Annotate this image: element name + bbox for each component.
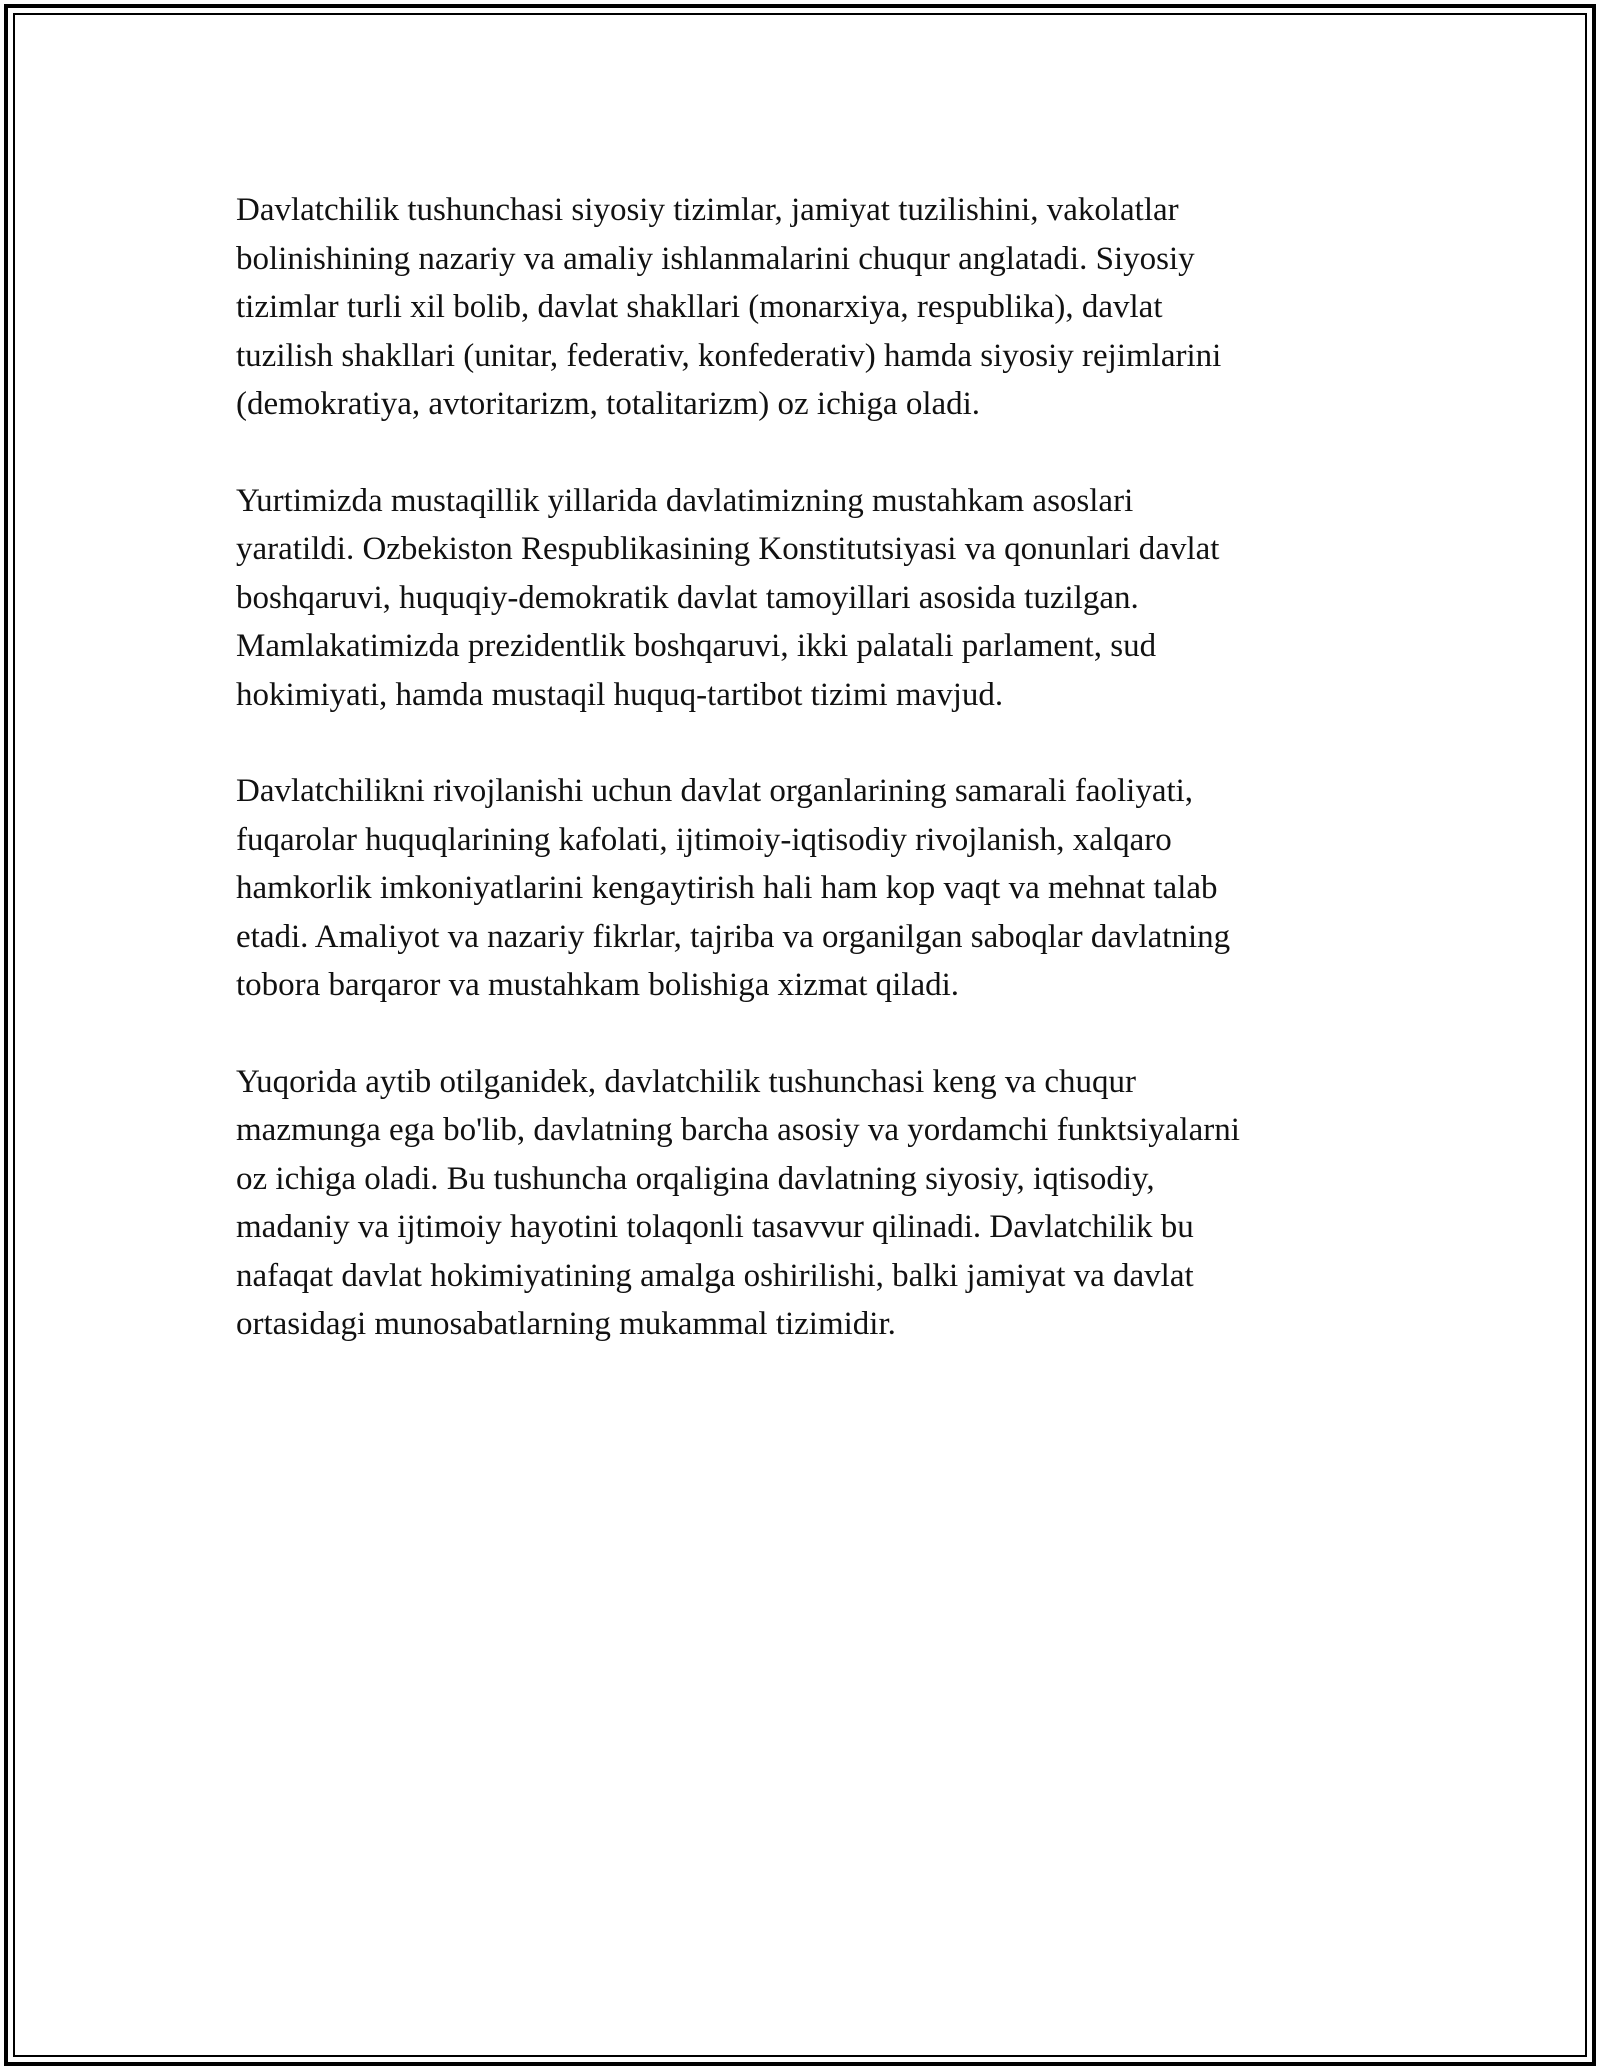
paragraph-3: Davlatchilikni rivojlanishi uchun davlat organlarining samarali faoliyati, fuqarolar huquqlarining kafolati, ijtimoiy-iqtisodiy rivojlanish, xalqaro hamkorlik imkoniyatlarini kengaytirish hali ham kop vaqt va mehnat talab etadi. Amaliyot va nazariy fikrlar, tajriba va organilgan saboqlar davlatning tobora barqaror va mustahkam bolishiga xizmat qiladi.	[236, 773, 1231, 1003]
paragraph-2: Yurtimizda mustaqillik yillarida davlatimizning mustahkam asoslari yaratildi. Ozbekiston Respublikasining Konstitutsiyasi va qonunlari davlat boshqaruvi, huquqiy-demokratik davlat tamoyillari asosida tuzilgan. Mamlakatimizda prezidentlik boshqaruvi, ikki palatali parlament, sud hokimiyati, hamda mustaqil huquq-tartibot tizimi mavjud.	[236, 482, 1220, 713]
paragraph-1: Davlatchilik tushunchasi siyosiy tizimlar, jamiyat tuzilishini, vakolatlar bolinishining nazariy va amaliy ishlanmalarini chuqur anglatadi. Siyosiy tizimlar turli xil bolib, davlat shakllari (monarxiya, respublika), davlat tuzilish shakllari (unitar, federativ, konfederativ) hamda siyosiy rejimlarini (demokratiya, avtoritarizm, totalitarizm) oz ichiga oladi.	[236, 192, 1222, 422]
document-body	[236, 186, 1366, 1397]
paragraph-4: Yuqorida aytib otilganidek, davlatchilik tushunchasi keng va chuqur mazmunga ega bo'lib, davlatning barcha asosiy va yordamchi funktsiyalarni oz ichiga oladi. Bu tushuncha orqaligina davlatning siyosiy, iqtisodiy, madaniy va ijtimoiy hayotini tolaqonli tasavvur qilinadi. Davlatchilik bu nafaqat davlat hokimiyatining amalga oshirilishi, balki jamiyat va davlat ortasidagi munosabatlarning mukammal tizimidir.	[236, 1063, 1240, 1342]
